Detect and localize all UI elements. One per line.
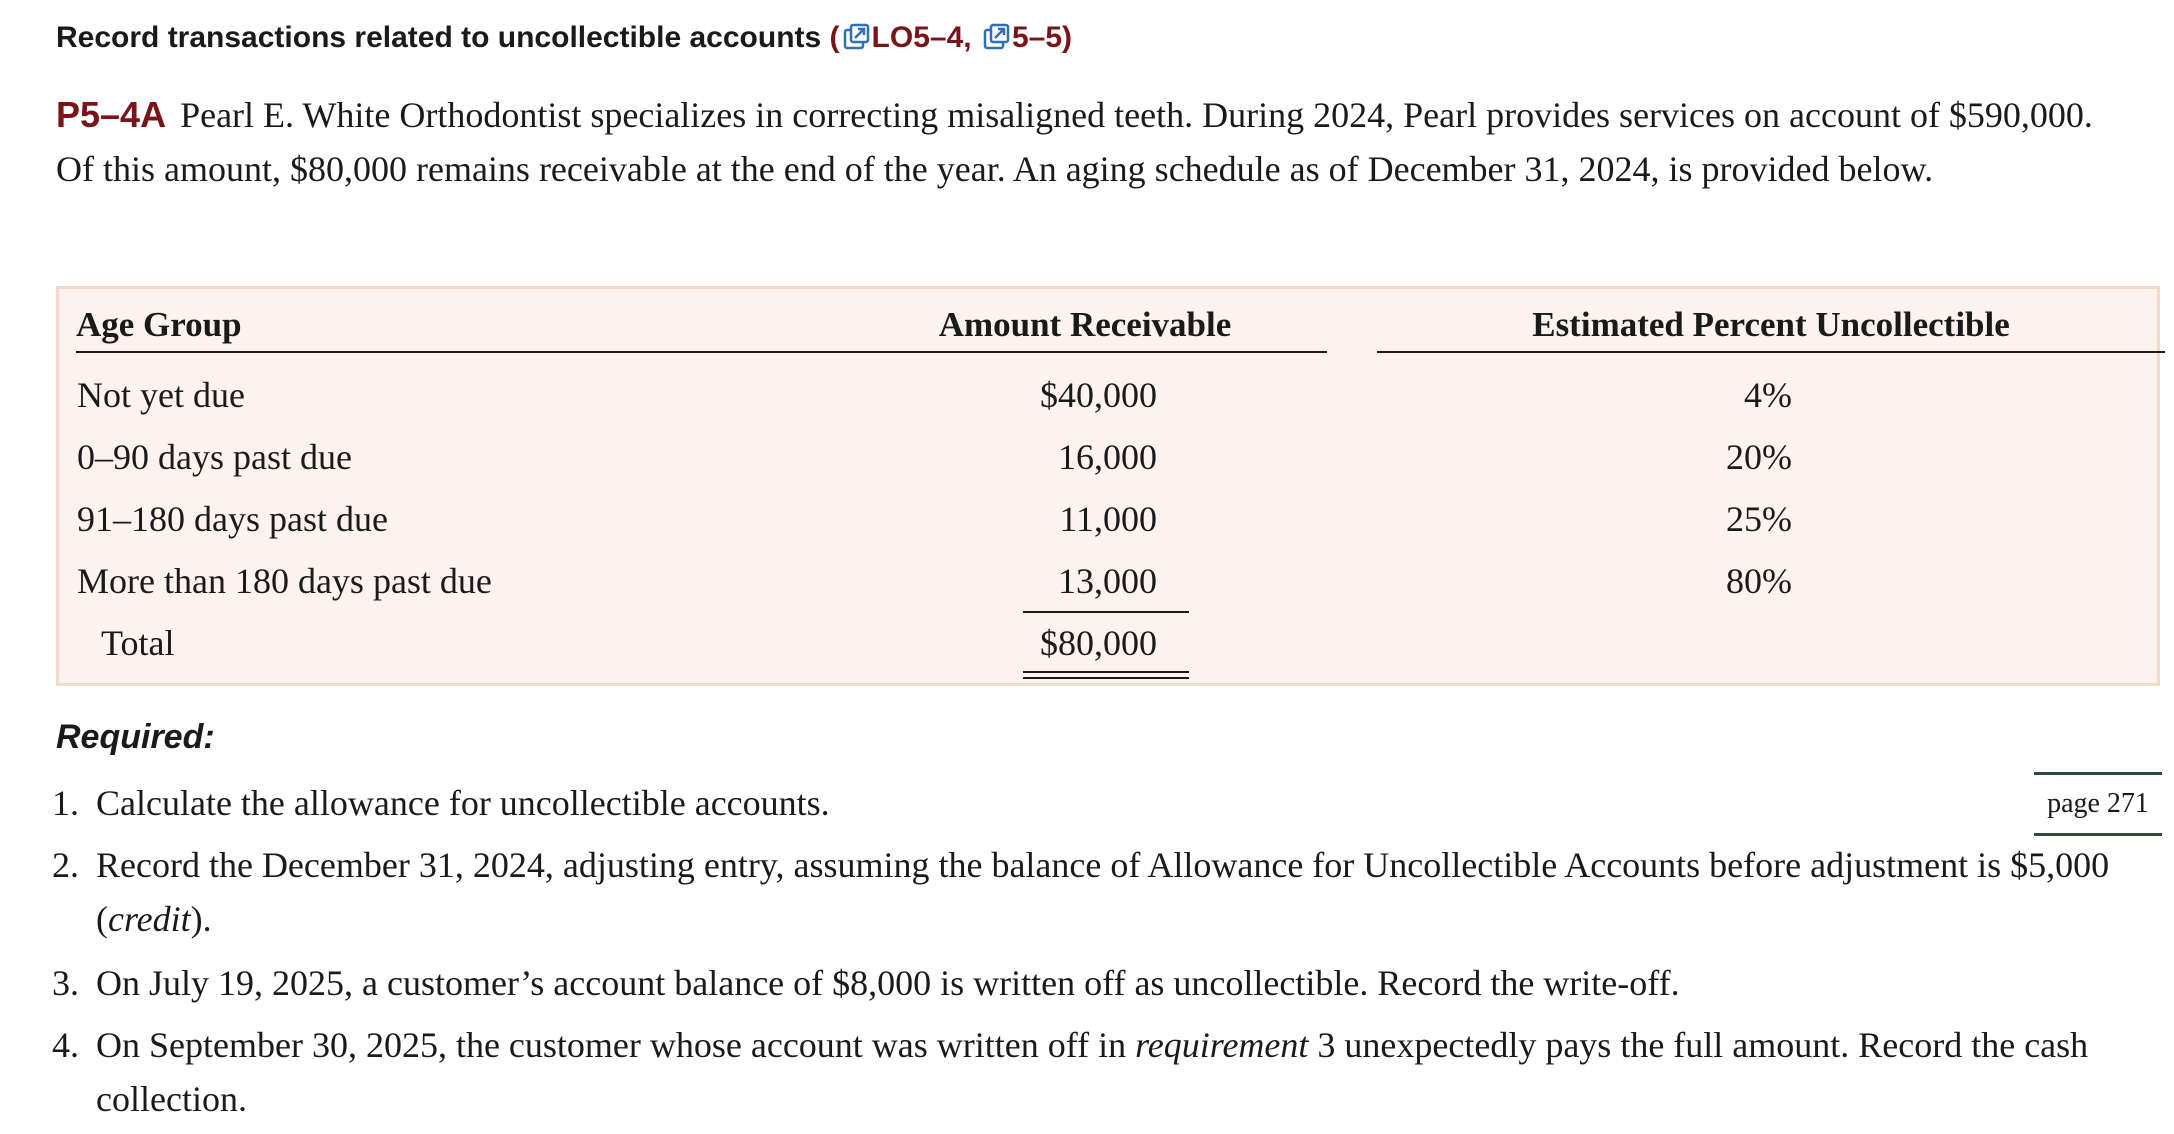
requirement-text-part: On September 30, 2025, the customer whose account was written off in (96, 1025, 1136, 1065)
requirement-number: 3. (52, 963, 79, 1003)
table-cell-amount: $40,000 (1040, 375, 1157, 415)
total-amount: $80,000 (1040, 623, 1157, 663)
heading-title: Record transactions related to uncollectible accounts (56, 21, 822, 54)
requirement-item (52, 776, 2112, 830)
problem-heading (56, 16, 1072, 64)
heading-open-paren: ( (829, 21, 840, 54)
lo-link-5-4[interactable]: LO5–4, (871, 21, 972, 54)
total-label: Total (101, 623, 175, 663)
requirement-item (52, 1018, 2112, 1126)
table-cell-percent: 4% (1744, 375, 1792, 415)
page-number-marker: page 271 (2034, 772, 2162, 836)
lo-link-5-5[interactable]: 5–5) (1011, 21, 1072, 54)
table-cell-age-group: 91–180 days past due (77, 499, 388, 539)
requirement-emphasis: credit (108, 899, 191, 939)
table-cell-age-group: 0–90 days past due (77, 437, 352, 477)
column-header-age-group: Age Group (76, 299, 846, 353)
table-cell-amount: 11,000 (1059, 499, 1157, 539)
total-double-rule (1023, 671, 1189, 679)
table-cell-percent: 25% (1726, 499, 1792, 539)
problem-number: P5–4A (56, 94, 167, 135)
requirement-text-part: ). (190, 899, 212, 939)
requirement-number: 4. (52, 1025, 79, 1065)
requirement-text (52, 838, 2112, 946)
table-cell-age-group: More than 180 days past due (77, 561, 492, 601)
table-cell-percent: 20% (1726, 437, 1792, 477)
column-header-amount: Amount Receivable (843, 299, 1327, 353)
external-link-icon[interactable] (842, 20, 870, 64)
table-cell-age-group: Not yet due (77, 375, 245, 415)
requirement-text-part: 3 unexpectedly pays the full amount. Record the cash collection. (96, 1025, 2089, 1119)
requirement-number: 1. (52, 783, 79, 823)
external-link-icon[interactable] (982, 20, 1010, 64)
requirement-number: 2. (52, 845, 79, 885)
aging-schedule-table (56, 286, 2160, 686)
requirement-item (52, 956, 2112, 1010)
problem-text: Pearl E. White Orthodontist specializes in correcting misaligned teeth. During 2024, Pearl provides services on account of $590,000. Of this amount, $80,000 remains receivable at the end of the year. An aging schedule as of December 31, 2024, is provided below. (56, 95, 2093, 189)
problem-description (56, 88, 2116, 196)
table-cell-amount: 13,000 (1058, 561, 1157, 601)
requirement-text: Calculate the allowance for uncollectible accounts. (96, 783, 830, 823)
column-header-percent: Estimated Percent Uncollectible (1377, 299, 2165, 353)
requirement-emphasis: requirement (1135, 1025, 1309, 1065)
table-cell-percent: 80% (1726, 561, 1792, 601)
requirement-text (52, 1018, 2112, 1126)
required-heading: Required: (56, 718, 215, 756)
requirement-text-part: Record the December 31, 2024, adjusting entry, assuming the balance of Allowance for Uncollectible Accounts before adjustment is $5,000 ( (96, 845, 2110, 939)
table-cell-amount: 16,000 (1058, 437, 1157, 477)
subtotal-rule (1023, 611, 1189, 613)
requirement-item (52, 838, 2112, 946)
requirement-text: On July 19, 2025, a customer’s account balance of $8,000 is written off as uncollectible. Record the write-off. (96, 963, 1680, 1003)
